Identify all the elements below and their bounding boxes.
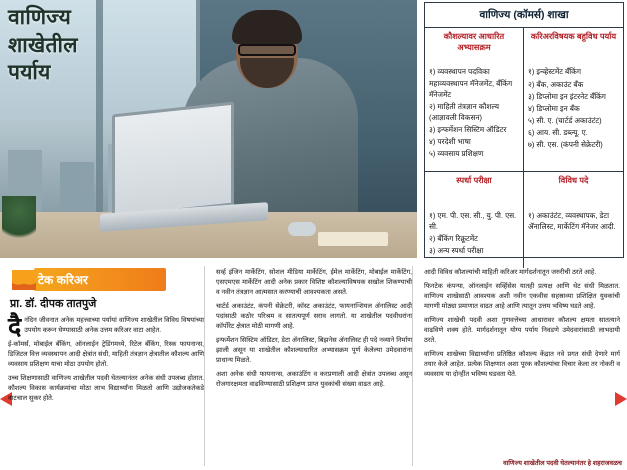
list-item: ३) इन्फर्मेशन सिस्टिम ऑडिटर [429,124,507,134]
paragraph: वाणिज्य शाखेच्या विद्यार्थ्यांना प्रतिष्ठित कौशल्य केंद्रात नवे प्रगत संधी देणारे मार्ग तयार केले आहेत. प्रत्येक शिक्षणात अशा पूरक कौशल्यांचा विचार केला तर नोकरी व व्यवसाय या दोन्हींत भविष्य घडवता येते. [424,351,620,379]
paragraph: ई-कॉमर्स, मोबाईल बँकिंग, ऑनलाईन ट्रेडिंगमध्ये, रिटेल बँकिंग, रिस्क फायनान्स, डिजिटल वित्त व्यवस्थापन आदी क्षेत्रांत संधी, माहिती तंत्रज्ञान क्षेत्रातील कौशल्य आणि व्यवसाय प्रशिक्षण याचा मोठा उपयोग होतो. [8,341,204,369]
table-col-skill-courses [425,28,524,171]
list-item: २) बँक, अकाउंट बँक [528,79,584,89]
body-column-3 [424,268,620,466]
list-item: १) इन्व्हेस्टमेंट बँकिंग [528,67,582,77]
paragraph-text: नंदिन जीवनात अनेक महत्त्वाच्या पर्यायां वाणिज्य शाखेतील विविध विषयांच्या उपयोग करून घेण्यासाठी अनेक उत्तम करिअर वाटा आहेत. [24,317,204,335]
list-item: ७) सी. एस. (कंपनी सेक्रेटरी) [528,140,603,150]
list-item: ३) अन्य स्पर्धा परीक्षा [429,246,484,256]
column-header: करिअरविषयक बहुविध पर्याय [530,32,617,41]
headline-line-1: वाणिज्य [8,6,72,29]
table-col-various-posts [524,172,623,268]
list-item: ६) आय. सी. डब्ल्यू. ए. [528,127,588,137]
column-items [527,66,620,150]
body-column-1 [8,268,204,466]
page-title [8,4,158,87]
paragraph [8,313,204,341]
paragraph: चार्टर्ड अकाउंटंट, कंपनी सेक्रेटरी, कॉस्ट अकाउंटंट, फायनान्शियल ॲनालिस्ट आदी पदांसाठी कठोर परिश्रम व सातत्यपूर्ण सराव लागतो. या शाखेतील पदवीधरांना कॉर्पोरेट क्षेत्रात मोठी मागणी आहे. [216,303,412,331]
list-item: १) अकाउंटंट, व्यवस्थापक, डेटा ॲनालिस्ट, मार्केटिंग मॅनेजर आदी. [528,211,616,232]
computer-mouse-icon [288,222,316,236]
paragraph: उच्च शिक्षणासाठी वाणिज्य शाखेतील पदवी घेतल्यानंतर अनेक संधी उपलब्ध होतात. कौशल्य विकास कार्यक्रमांचा मोठा लाभ विद्यार्थ्यांना मिळतो आणि उद्योजकतेकडे वाटचाल सुकर होते. [8,375,204,403]
list-item: १) व्यवस्थापन पदविका महाव्यवस्थापन मॅनेजमेंट, बँकिंग मॅनेजमेंट [429,67,513,99]
hero-photo [0,0,417,258]
article-body [8,268,620,466]
column-header: स्पर्धा परीक्षा [456,175,492,185]
drop-cap: दै [8,313,22,341]
paragraph: सर्व्ह इंजिन मार्केटिंग, सोशल मीडिया मार्केटिंग, ईमेल मार्केटिंग, मोबाईल मार्केटिंग, एसएमएस मार्केटिंग आदी अनेक प्रकार विशिष्ट कौशल्याविषयक सखोल शिकण्याची व नवीन तंत्रज्ञान आत्मसात करण्याची आवश्यकता असते. [216,269,412,297]
eyeglasses-icon [238,44,296,56]
list-item: २) माहिती तंत्रज्ञान कौशल्य (आज्ञावली विकसन) [429,101,500,122]
paragraph: इन्फर्मेशन सिस्टिम ऑडिटर, डेटा ॲनालिस्ट, बिझनेस ॲनालिस्ट ही पदे नव्याने निर्माण झाली असून या शाखेतील कौशल्याधारित अभ्यासक्रम पूर्ण केलेल्या उमेदवारांना प्राधान्य मिळते. [216,337,412,365]
list-item: ५) सी. ए. (चार्टर्ड अकाउंटंट) [528,115,602,125]
paragraph: वाणिज्य शाखेची पदवी अशा गुणवत्तेच्या आधारावर कौशल्य क्षमता सातत्याने वाढविणे शक्य होते. मार्गदर्शनातून योग्य पर्याय निवडणे उमेदवारांसाठी लाभदायी ठरते. [424,317,620,345]
person-hair [232,10,302,44]
list-item: ३) डिप्लोमा इन इंटरनेट बँकिंग [528,91,606,101]
paragraph: फिनटेक कंपन्या, ऑनलाईन सर्व्हिसेस यातही प्रत्यक्ष आणि थेट संधी मिळतात. वाणिज्य शाखेसाठी आवश्यक अशी नवीन एकवीस सहस्राव्या प्रशिक्षित युवकांची मागणी मोठ्या प्रमाणात वाढत आहे आणि त्यातून उत्तम भविष्य घडते आहे. [424,283,620,311]
list-item: ५) व्यवसाय प्रशिक्षण [429,149,484,159]
badge-label: टेक करिअर [38,273,88,287]
notepad [318,232,388,246]
column-items [428,210,520,256]
headline-line-3: पर्याय [8,61,51,85]
paragraph: अशा अनेक संधी फायनान्स, अकाउंटिंग व करप्रणाली आदी क्षेत्रांत उपलब्ध असून रोजगारक्षमता वाढविण्यासाठी प्रशिक्षण प्राप्त युवकांची संख्या वाढत आहे. [216,371,412,389]
column-header: विविध पदे [558,175,589,185]
paragraph: आदी विविध कौशल्यांची माहिती करिअर मार्गदर्शनातून जरुरीची ठरते आहे. [424,269,597,276]
body-column-2 [216,268,412,466]
column-items [527,210,620,232]
headline-line-2: शाखेतील [8,33,78,57]
list-item: २) बँकिंग रिक्रूटमेंट [429,234,478,244]
table-col-competitive-exams [425,172,524,268]
list-item: ४) परदेशी भाषा [429,137,471,147]
author-name: प्रा. डॉ. दीपक तातपुजे [10,298,97,310]
table-title: वाणिज्य (कॉमर्स) शाखा [425,3,623,28]
list-item: १) एम. पी. एस. सी., यु. पी. एस. सी. [429,211,517,232]
options-table [424,2,624,258]
table-row [425,28,623,171]
column-header: कौशल्यावर आधारित अभ्यासक्रम [443,32,505,53]
table-col-career-options [524,28,623,171]
column-items [428,66,520,159]
table-row [425,171,623,268]
list-item: ४) डिप्लोमा इन बँक [528,103,580,113]
footer-note: वाणिज्य शाखेतील पदवी घेतल्यानंतर हे शहराजवळच [503,460,622,467]
